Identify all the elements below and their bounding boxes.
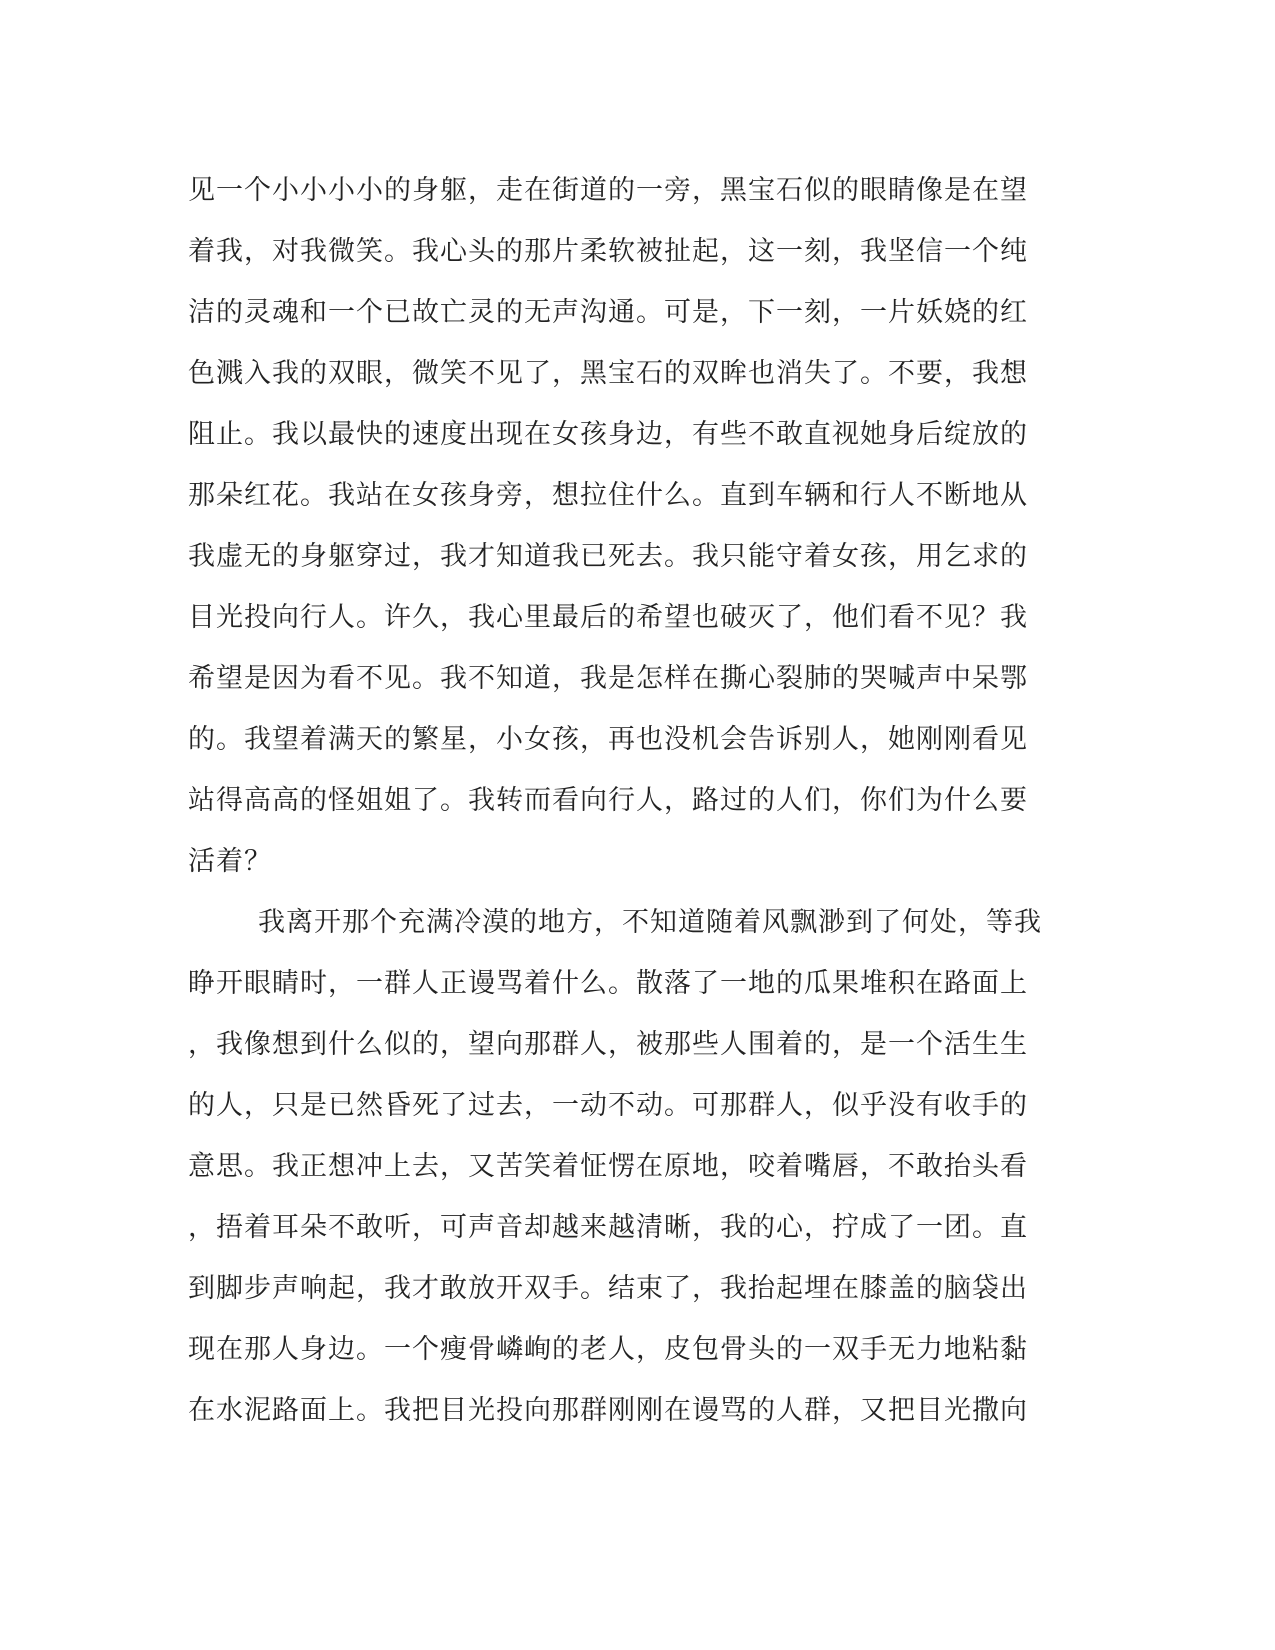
text-line: 我虚无的身躯穿过，我才知道我已死去。我只能守着女孩，用乞求的 xyxy=(188,541,1028,572)
text-line: 活着？ xyxy=(188,846,272,877)
text-line: 在水泥路面上。我把目光投向那群刚刚在谩骂的人群，又把目光撒向 xyxy=(188,1395,1028,1426)
body-text xyxy=(188,160,1088,1441)
text-line: 色溅入我的双眼，微笑不见了，黑宝石的双眸也消失了。不要，我想 xyxy=(188,358,1028,389)
text-line: 的。我望着满天的繁星，小女孩，再也没机会告诉别人，她刚刚看见 xyxy=(188,724,1028,755)
text-line: ，捂着耳朵不敢听，可声音却越来越清晰，我的心，拧成了一团。直 xyxy=(188,1212,1028,1243)
text-line: ，我像想到什么似的，望向那群人，被那些人围着的，是一个活生生 xyxy=(188,1029,1028,1060)
text-line: 洁的灵魂和一个已故亡灵的无声沟通。可是，下一刻，一片妖娆的红 xyxy=(188,297,1028,328)
text-line: 现在那人身边。一个瘦骨嶙峋的老人，皮包骨头的一双手无力地粘黏 xyxy=(188,1334,1028,1365)
paragraph-first-line: 我离开那个充满冷漠的地方，不知道随着风飘渺到了何处，等我 xyxy=(258,907,1042,938)
text-line: 见一个小小小小的身躯，走在街道的一旁，黑宝石似的眼睛像是在望 xyxy=(188,175,1028,206)
text-line: 目光投向行人。许久，我心里最后的希望也破灭了，他们看不见？我 xyxy=(188,602,1028,633)
text-line: 希望是因为看不见。我不知道，我是怎样在撕心裂肺的哭喊声中呆鄂 xyxy=(188,663,1028,694)
text-line: 到脚步声响起，我才敢放开双手。结束了，我抬起埋在膝盖的脑袋出 xyxy=(188,1273,1028,1304)
text-line: 着我，对我微笑。我心头的那片柔软被扯起，这一刻，我坚信一个纯 xyxy=(188,236,1028,267)
text-line: 那朵红花。我站在女孩身旁，想拉住什么。直到车辆和行人不断地从 xyxy=(188,480,1028,511)
text-line: 意思。我正想冲上去，又苦笑着怔愣在原地，咬着嘴唇，不敢抬头看 xyxy=(188,1151,1028,1182)
text-line: 站得高高的怪姐姐了。我转而看向行人，路过的人们，你们为什么要 xyxy=(188,785,1028,816)
text-line: 阻止。我以最快的速度出现在女孩身边，有些不敢直视她身后绽放的 xyxy=(188,419,1028,450)
text-line: 的人，只是已然昏死了过去，一动不动。可那群人，似乎没有收手的 xyxy=(188,1090,1028,1121)
text-line: 睁开眼睛时，一群人正谩骂着什么。散落了一地的瓜果堆积在路面上 xyxy=(188,968,1028,999)
